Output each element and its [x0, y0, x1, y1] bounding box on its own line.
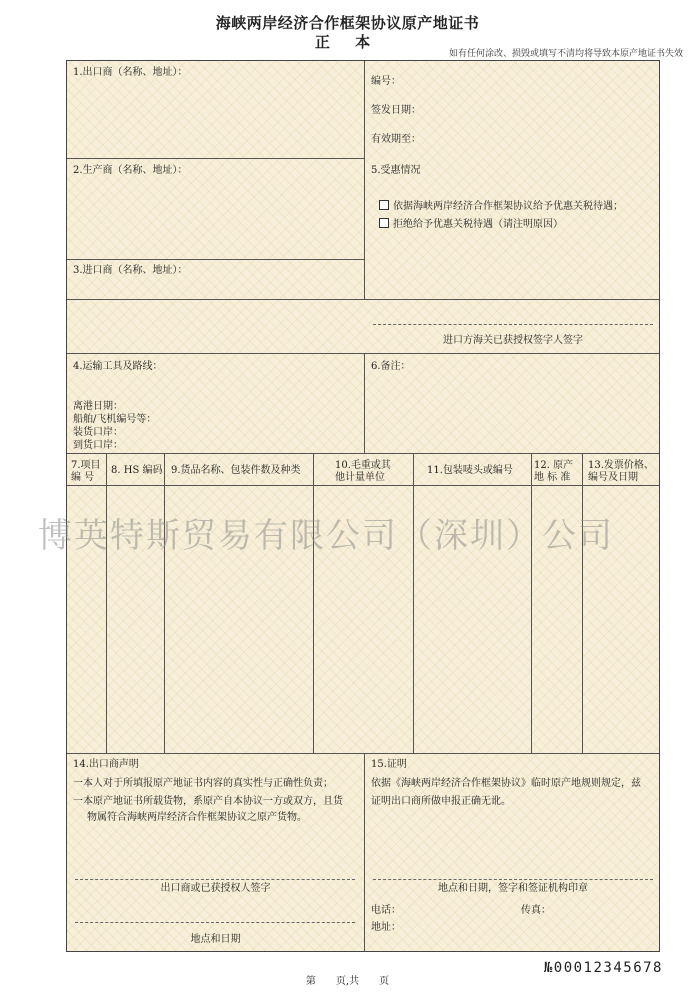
divider	[582, 453, 583, 753]
departure-date-label: 离港日期：	[73, 401, 123, 412]
transport-label: 4.运输工具及路线：	[73, 361, 163, 372]
place-date-line	[75, 922, 355, 923]
serial-number: №00012345678	[543, 960, 663, 976]
divider	[413, 453, 414, 753]
producer-label: 2.生产商（名称、地址）：	[73, 165, 188, 176]
phone-label: 电话：	[371, 905, 401, 916]
divider	[364, 61, 365, 299]
certification-line: 依据《海峡两岸经济合作框架协议》临时原产地规则规定，兹	[371, 778, 641, 789]
certificate-subtitle: 正 本	[314, 33, 381, 51]
divider	[364, 353, 365, 453]
divider	[106, 453, 107, 753]
divider	[164, 453, 165, 753]
divider	[67, 158, 364, 159]
option-refuse[interactable]	[379, 218, 563, 231]
column-header-origin-criterion: 12. 原产	[534, 460, 574, 471]
column-header-item-no: 7.项目	[71, 460, 101, 471]
company-watermark: 博英特斯贸易有限公司（深圳）公司	[38, 516, 614, 556]
preference-label: 5.受惠情况	[371, 165, 421, 176]
divider	[531, 453, 532, 753]
declaration-line: 一本原产地证书所载货物，系原产自本协议一方或双方，且货	[73, 796, 343, 807]
certification-title: 15.证明	[371, 759, 407, 770]
importer-label: 3.进口商（名称、地址）：	[73, 265, 188, 276]
divider	[67, 453, 660, 454]
declaration-title: 14.出口商声明	[73, 759, 139, 770]
divider	[67, 259, 364, 260]
place-date-label: 地点和日期	[190, 934, 241, 945]
option-grant[interactable]	[379, 200, 623, 213]
issue-date-label: 签发日期：	[371, 105, 421, 116]
certification-line: 证明出口商所做申报正确无讹。	[371, 796, 511, 807]
page-counter: 第 页,共 页	[305, 976, 390, 987]
customs-signature-label: 进口方海关已获授权签字人签字	[443, 335, 583, 346]
certificate-number-label: 编号：	[371, 76, 401, 87]
checkbox-icon[interactable]	[379, 218, 389, 228]
customs-signature-line	[373, 324, 653, 325]
option-refuse-label: 拒绝给予优惠关税待遇（请注明原因）	[393, 219, 563, 230]
valid-until-label: 有效期至：	[371, 134, 421, 145]
checkbox-icon[interactable]	[379, 200, 389, 210]
column-header-weight: 他计量单位	[335, 472, 385, 483]
divider	[67, 485, 660, 486]
divider	[364, 753, 365, 952]
column-header-weight: 10.毛重或其	[335, 460, 391, 471]
certificate-title: 海峡两岸经济合作框架协议原产地证书	[215, 14, 480, 32]
authority-signature-label: 地点和日期，签字和签证机构印章	[438, 883, 588, 894]
column-header-invoice: 编号及日期	[588, 472, 638, 483]
declaration-line: 物属符合海峡两岸经济合作框架协议之原产货物。	[87, 812, 307, 823]
column-header-item-no: 编 号	[71, 472, 95, 483]
destination-port-label: 到货口岸：	[73, 440, 123, 451]
validity-note: 如有任何涂改、损毁或填写不清均将导致本原产地证书失效	[448, 49, 683, 59]
divider	[313, 453, 314, 753]
divider	[67, 299, 660, 300]
certificate-form	[66, 60, 660, 952]
remarks-label: 6.备注：	[371, 361, 411, 372]
column-header-goods: 9.货品名称、包装件数及种类	[171, 465, 301, 476]
column-header-invoice: 13.发票价格、	[588, 460, 654, 471]
vessel-label: 船舶/飞机编号等：	[73, 414, 157, 425]
exporter-signature-label: 出口商或已获授权人签字	[160, 883, 271, 894]
exporter-label: 1.出口商（名称、地址）：	[73, 67, 188, 78]
address-label: 地址：	[371, 922, 401, 933]
column-header-marks: 11.包装唛头或编号	[427, 465, 513, 476]
loading-port-label: 装货口岸：	[73, 427, 123, 438]
declaration-line: 一本人对于所填报原产地证书内容的真实性与正确性负责；	[73, 778, 333, 789]
option-grant-label: 依据海峡两岸经济合作框架协议给予优惠关税待遇；	[393, 201, 623, 212]
exporter-signature-line	[75, 879, 355, 880]
authority-signature-line	[373, 879, 653, 880]
column-header-hs-code: 8. HS 编码	[111, 465, 163, 476]
column-header-origin-criterion: 地 标 准	[534, 472, 571, 483]
fax-label: 传真：	[521, 905, 551, 916]
